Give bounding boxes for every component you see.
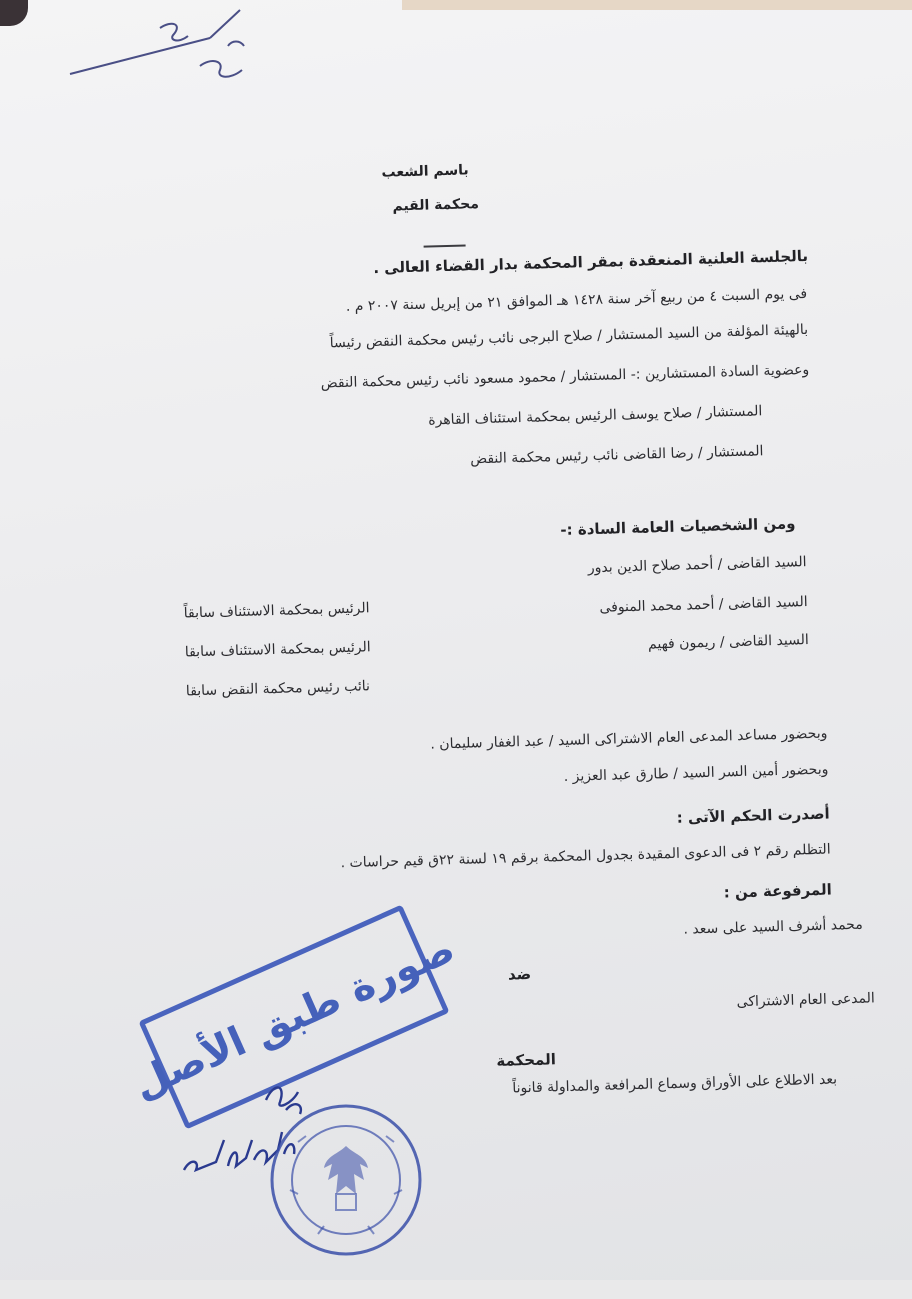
public-judge-1: السيد القاضى / أحمد صلاح الدين بدور bbox=[587, 554, 807, 577]
intro-member-3: المستشار / رضا القاضى نائب رئيس محكمة النقض bbox=[470, 443, 764, 468]
intro-members: وعضوية السادة المستشارين :- المستشار / محمود مسعود نائب رئيس محكمة النقض bbox=[320, 361, 810, 392]
final-line: بعد الاطلاع على الأوراق وسماع المرافعة والمداولة قانوناً bbox=[512, 1071, 838, 1097]
public-judge-2: السيد القاضى / أحمد محمد المنوفى bbox=[599, 594, 808, 616]
intro-session: بالجلسة العلنية المنعقدة بمقر المحكمة بدار القضاء العالى . bbox=[373, 246, 809, 278]
header-line-1: باسم الشعب bbox=[381, 162, 469, 181]
defendant: المدعى العام الاشتراكى bbox=[736, 990, 875, 1011]
stamp-text: صورة طبق الأصل bbox=[126, 925, 462, 1109]
public-title-1: الرئيس بمحكمة الاستئناف سابقاً bbox=[183, 600, 370, 622]
public-title-2: الرئيس بمحكمة الاستئناف سابقا bbox=[184, 639, 371, 661]
intro-date: فى يوم السبت ٤ من ربيع آخر سنة ١٤٢٨ هـ الموافق ٢١ من إبريل سنة ٢٠٠٧ م . bbox=[345, 285, 808, 315]
publics-heading: ومن الشخصيات العامة السادة :- bbox=[560, 514, 796, 539]
public-judge-3: السيد القاضى / ريمون فهيم bbox=[647, 632, 809, 653]
attendance-secretary: وبحضور أمين السر السيد / طارق عبد العزيز . bbox=[563, 761, 829, 785]
filed-by-name: محمد أشرف السيد على سعد . bbox=[683, 916, 863, 938]
filed-by-label: المرفوعة من : bbox=[723, 880, 832, 902]
ruling-heading: أصدرت الحكم الآتى : bbox=[676, 804, 830, 827]
intro-panel: بالهيئة المؤلفة من السيد المستشار / صلاح البرجى نائب رئيس محكمة النقض رئيساً bbox=[329, 321, 809, 352]
court-label: المحكمة bbox=[496, 1050, 557, 1070]
against-label: ضد bbox=[507, 964, 532, 984]
public-title-3: نائب رئيس محكمة النقض سابقا bbox=[185, 678, 371, 700]
attendance-prosecutor: وبحضور مساعد المدعى العام الاشتراكى السيد / عبد الغفار سليمان . bbox=[430, 725, 828, 753]
header-line-2: محكمة القيم bbox=[392, 196, 480, 215]
ministry-seal-icon bbox=[268, 1102, 424, 1258]
header-divider bbox=[424, 244, 466, 247]
intro-member-2: المستشار / صلاح يوسف الرئيس بمحكمة استئناف القاهرة bbox=[428, 403, 763, 429]
ruling-case-line: التظلم رقم ٢ فى الدعوى المقيدة بجدول المحكمة برقم ١٩ لسنة ٢٢ق قيم حراسات . bbox=[340, 841, 831, 872]
